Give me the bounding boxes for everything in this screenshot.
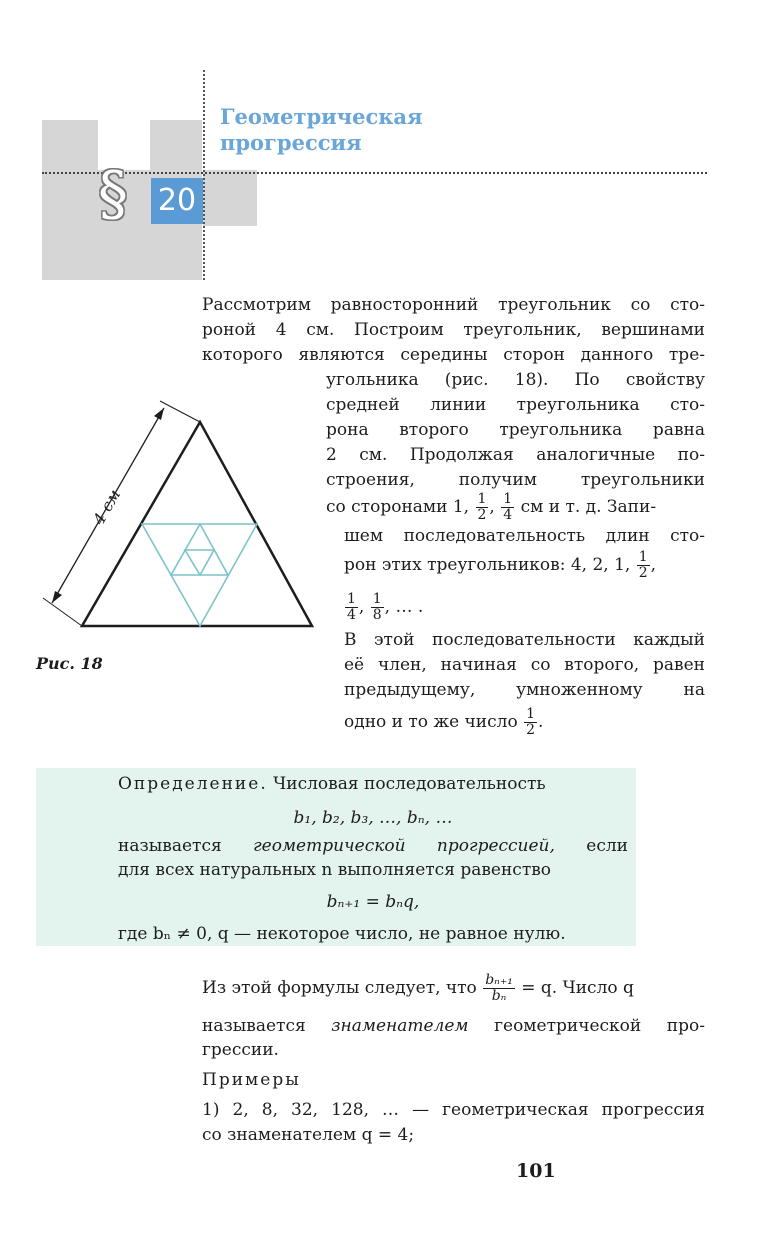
denominator-line-2: грессии. (202, 1040, 279, 1060)
frac-den: 8 (372, 607, 382, 623)
ratio-line (202, 960, 705, 1016)
after-paragraph (344, 628, 705, 703)
seq-line2-text: рон этих треугольников: 4, 2, 1, (344, 555, 631, 575)
seq-tail: , … . (384, 597, 424, 617)
definition-sequence: b₁, b₂, b₃, …, bₙ, … (293, 808, 453, 828)
text-line: Рассмотрим равносторонний треугольник со сто- (202, 295, 705, 315)
frac-num: 1 (503, 491, 513, 507)
text-line: предыдущему, умноженному на (344, 680, 705, 700)
fraction-one-half (476, 492, 489, 523)
fourth-triangle (185, 550, 214, 575)
text-line: рона второго треугольника равна (326, 420, 705, 440)
triangle-figure (30, 390, 330, 640)
frac-den: 2 (638, 565, 648, 581)
frac-num: 1 (638, 549, 648, 565)
text-line: угольника (рис. 18). По свойству (326, 370, 705, 390)
header-block-mid (150, 120, 202, 180)
chapter-title (220, 104, 480, 156)
figure-caption: Рис. 18 (36, 654, 103, 673)
fraction-one-quarter (501, 492, 514, 523)
text-line: роной 4 см. Построим треугольник, вершинами (202, 320, 705, 340)
frac-num: 1 (372, 591, 382, 607)
text-line: 2 см. Продолжая аналогичные по- (326, 445, 705, 465)
definition-line-3 (118, 834, 628, 858)
chapter-title-line1: Геометрическая (220, 104, 423, 129)
sides-suffix: см и т. д. Запи- (520, 497, 657, 517)
sequence-line-2: рон этих треугольников: 4, 2, 1, $\frac{1}{2}$ , (344, 549, 657, 581)
denominator-line (202, 1014, 705, 1039)
definition-line-6: где bₙ ≠ 0, q — некоторое число, не равное нулю. (118, 924, 566, 944)
header-dotted-rule (42, 172, 707, 174)
fraction-one-eighth (371, 592, 384, 623)
text-line: со знаменателем q = 4; (202, 1125, 415, 1145)
text-line: В этой последовательности каждый (344, 630, 705, 650)
page-number: 101 (516, 1160, 556, 1182)
denominator-suffix: геометрической про- (494, 1016, 705, 1036)
text-line: шем последовательность длин сто- (344, 526, 705, 546)
sides-line: со сторонами 1, $\frac{1}{2}$ , $\frac{1}{4}$ см и т. д. Запи- (326, 491, 657, 523)
extension-line-bottom (43, 598, 82, 626)
section-number: 20 (151, 178, 203, 224)
ratio-num: bₙ₊₁ (485, 972, 513, 988)
definition-line3-term: геометрической прогрессией, (253, 836, 555, 856)
frac-num: 1 (347, 591, 356, 607)
last-line-prefix: одно и то же число (344, 712, 518, 732)
header-dotted-vertical (203, 70, 205, 280)
intro-side-paragraph (326, 368, 705, 493)
ratio-prefix: Из этой формулы следует, что (202, 978, 477, 998)
frac-den: 4 (347, 607, 356, 623)
denominator-term: знаменателем (331, 1016, 469, 1036)
extension-line-top (160, 401, 200, 422)
text-line: 1) 2, 8, 32, 128, … — геометрическая прогрессия (202, 1100, 705, 1120)
ratio-suffix: = q. Число q (521, 978, 634, 998)
definition-line-4: для всех натуральных n выполняется равенство (118, 860, 552, 880)
fraction-one-half (524, 707, 537, 738)
text-line: её член, начиная со второго, равен (344, 655, 705, 675)
text-line: строения, получим треугольники (326, 470, 705, 490)
fraction-one-quarter (345, 592, 358, 623)
frac-num: 1 (526, 706, 536, 722)
header-block-right (203, 170, 257, 226)
chapter-title-line2: прогрессия (220, 130, 362, 155)
sequence-line-3: $\frac{1}{4}$ , $\frac{1}{8}$ , … . (347, 591, 424, 623)
ratio-den: bₙ (491, 988, 507, 1004)
section-sign: § (98, 159, 128, 229)
intro-paragraph (202, 293, 705, 368)
dimension-arrow-bottom (52, 591, 62, 603)
frac-den: 2 (526, 722, 536, 738)
last-intro-line: одно и то же число $\frac{1}{2}$ . (344, 706, 544, 738)
dimension-arrow-top (154, 408, 164, 420)
sides-prefix: со сторонами 1, (326, 497, 470, 517)
side-length-label: 4 см (89, 486, 125, 528)
definition-line1-rest: Числовая последовательность (273, 774, 546, 794)
frac-den: 4 (503, 507, 513, 523)
definition-line-1 (118, 772, 628, 796)
denominator-prefix: называется (202, 1016, 306, 1036)
examples-heading: Примеры (202, 1070, 301, 1090)
ratio-fraction (483, 973, 515, 1004)
definition-formula: bₙ₊₁ = bₙq, (326, 892, 420, 912)
text-line: которого являются середины сторон данного тре- (202, 345, 705, 365)
definition-term: Определение. (118, 774, 268, 794)
frac-num: 1 (477, 491, 487, 507)
frac-den: 2 (477, 507, 487, 523)
definition-line3-suffix: если (586, 836, 629, 856)
text-line: средней линии треугольника сто- (326, 395, 705, 415)
fraction-one-half (637, 550, 650, 581)
definition-line3-prefix: называется (118, 836, 222, 856)
examples-paragraph (202, 1098, 705, 1148)
